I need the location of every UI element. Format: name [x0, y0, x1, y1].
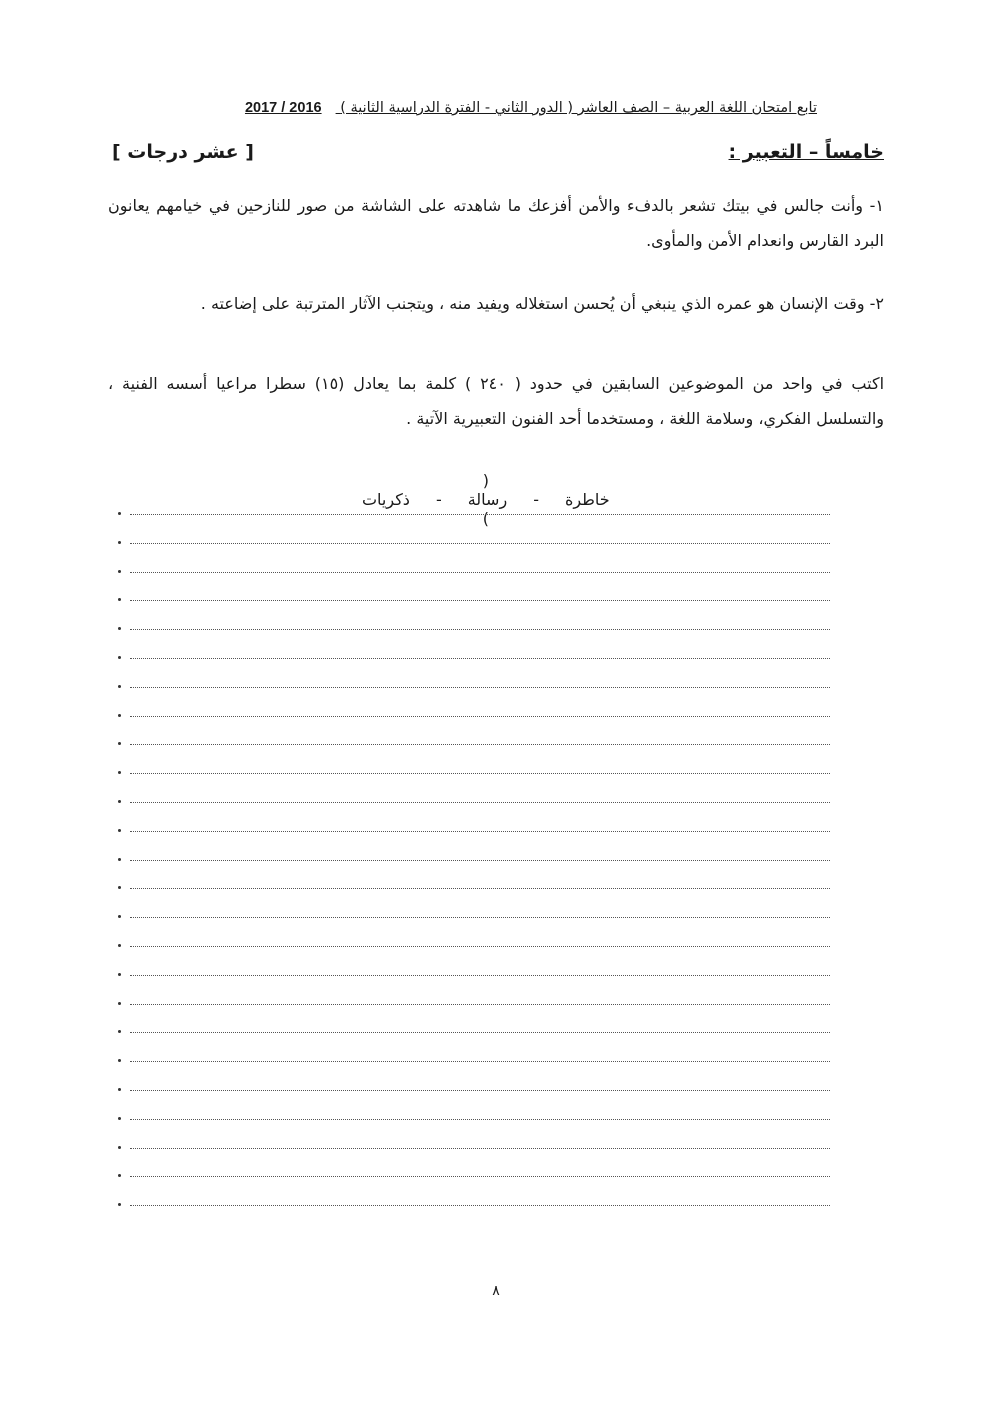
- answer-line[interactable]: [118, 790, 830, 819]
- options-close-paren: ): [482, 509, 489, 528]
- answer-lines[interactable]: [118, 502, 830, 1222]
- section-marks: [ عشر درجات ]: [112, 141, 254, 163]
- answer-line[interactable]: [118, 848, 830, 877]
- answer-line[interactable]: [118, 819, 830, 848]
- answer-line[interactable]: [118, 1078, 830, 1107]
- answer-line[interactable]: [118, 1020, 830, 1049]
- option-item: رسالة: [467, 490, 508, 509]
- answer-line[interactable]: [118, 704, 830, 733]
- instructions: اكتب في واحد من الموضوعين السابقين في حدود ( ٢٤٠ ) كلمة بما يعادل (١٥) سطرا مراعيا أسسه الفنية ، والتسلسل الفكري، وسلامة اللغة ، ومستخدما أحد الفنون التعبيرية الآتية .: [108, 374, 885, 428]
- answer-line[interactable]: [118, 588, 830, 617]
- option-item: ذكريات: [361, 490, 410, 509]
- page-number: ٨: [492, 1283, 500, 1299]
- answer-line[interactable]: [118, 560, 830, 589]
- answer-line[interactable]: [118, 675, 830, 704]
- answer-line[interactable]: [118, 1193, 830, 1222]
- question-2: ٢- وقت الإنسان هو عمره الذي ينبغي أن يُحسن استغلاله ويفيد منه ، ويتجنب الآثار المترتبة على إضاعته .: [200, 294, 884, 313]
- exam-header: [167, 100, 817, 116]
- answer-line[interactable]: [118, 1049, 830, 1078]
- answer-line[interactable]: [118, 1136, 830, 1165]
- answer-line[interactable]: [118, 761, 830, 790]
- options-open-paren: (: [482, 471, 489, 490]
- answer-line[interactable]: [118, 617, 830, 646]
- answer-line[interactable]: [118, 502, 830, 531]
- answer-line[interactable]: [118, 992, 830, 1021]
- answer-line[interactable]: [118, 732, 830, 761]
- answer-line[interactable]: [118, 876, 830, 905]
- answer-line[interactable]: [118, 646, 830, 675]
- option-separator: -: [435, 490, 442, 509]
- question-1: ١- وأنت جالس في بيتك تشعر بالدفء والأمن أفزعك ما شاهدته على الشاشة من صور للنازحين في خيامهم يعانون البرد القارس وانعدام الأمن والمأوى.: [108, 196, 884, 250]
- section-title: خامساً – التعبير :: [728, 141, 884, 163]
- exam-year: 2017 / 2016: [244, 100, 322, 116]
- answer-line[interactable]: [118, 905, 830, 934]
- answer-line[interactable]: [118, 531, 830, 560]
- answer-line[interactable]: [118, 1107, 830, 1136]
- answer-line[interactable]: [118, 963, 830, 992]
- option-separator: -: [533, 490, 539, 509]
- answer-line[interactable]: [118, 934, 830, 963]
- answer-line[interactable]: [118, 1164, 830, 1193]
- exam-header-title: تابع امتحان اللغة العربية – الصف العاشر ( الدور الثاني - الفترة الدراسية الثانية ): [340, 100, 817, 116]
- option-item: خاطرة: [564, 490, 610, 509]
